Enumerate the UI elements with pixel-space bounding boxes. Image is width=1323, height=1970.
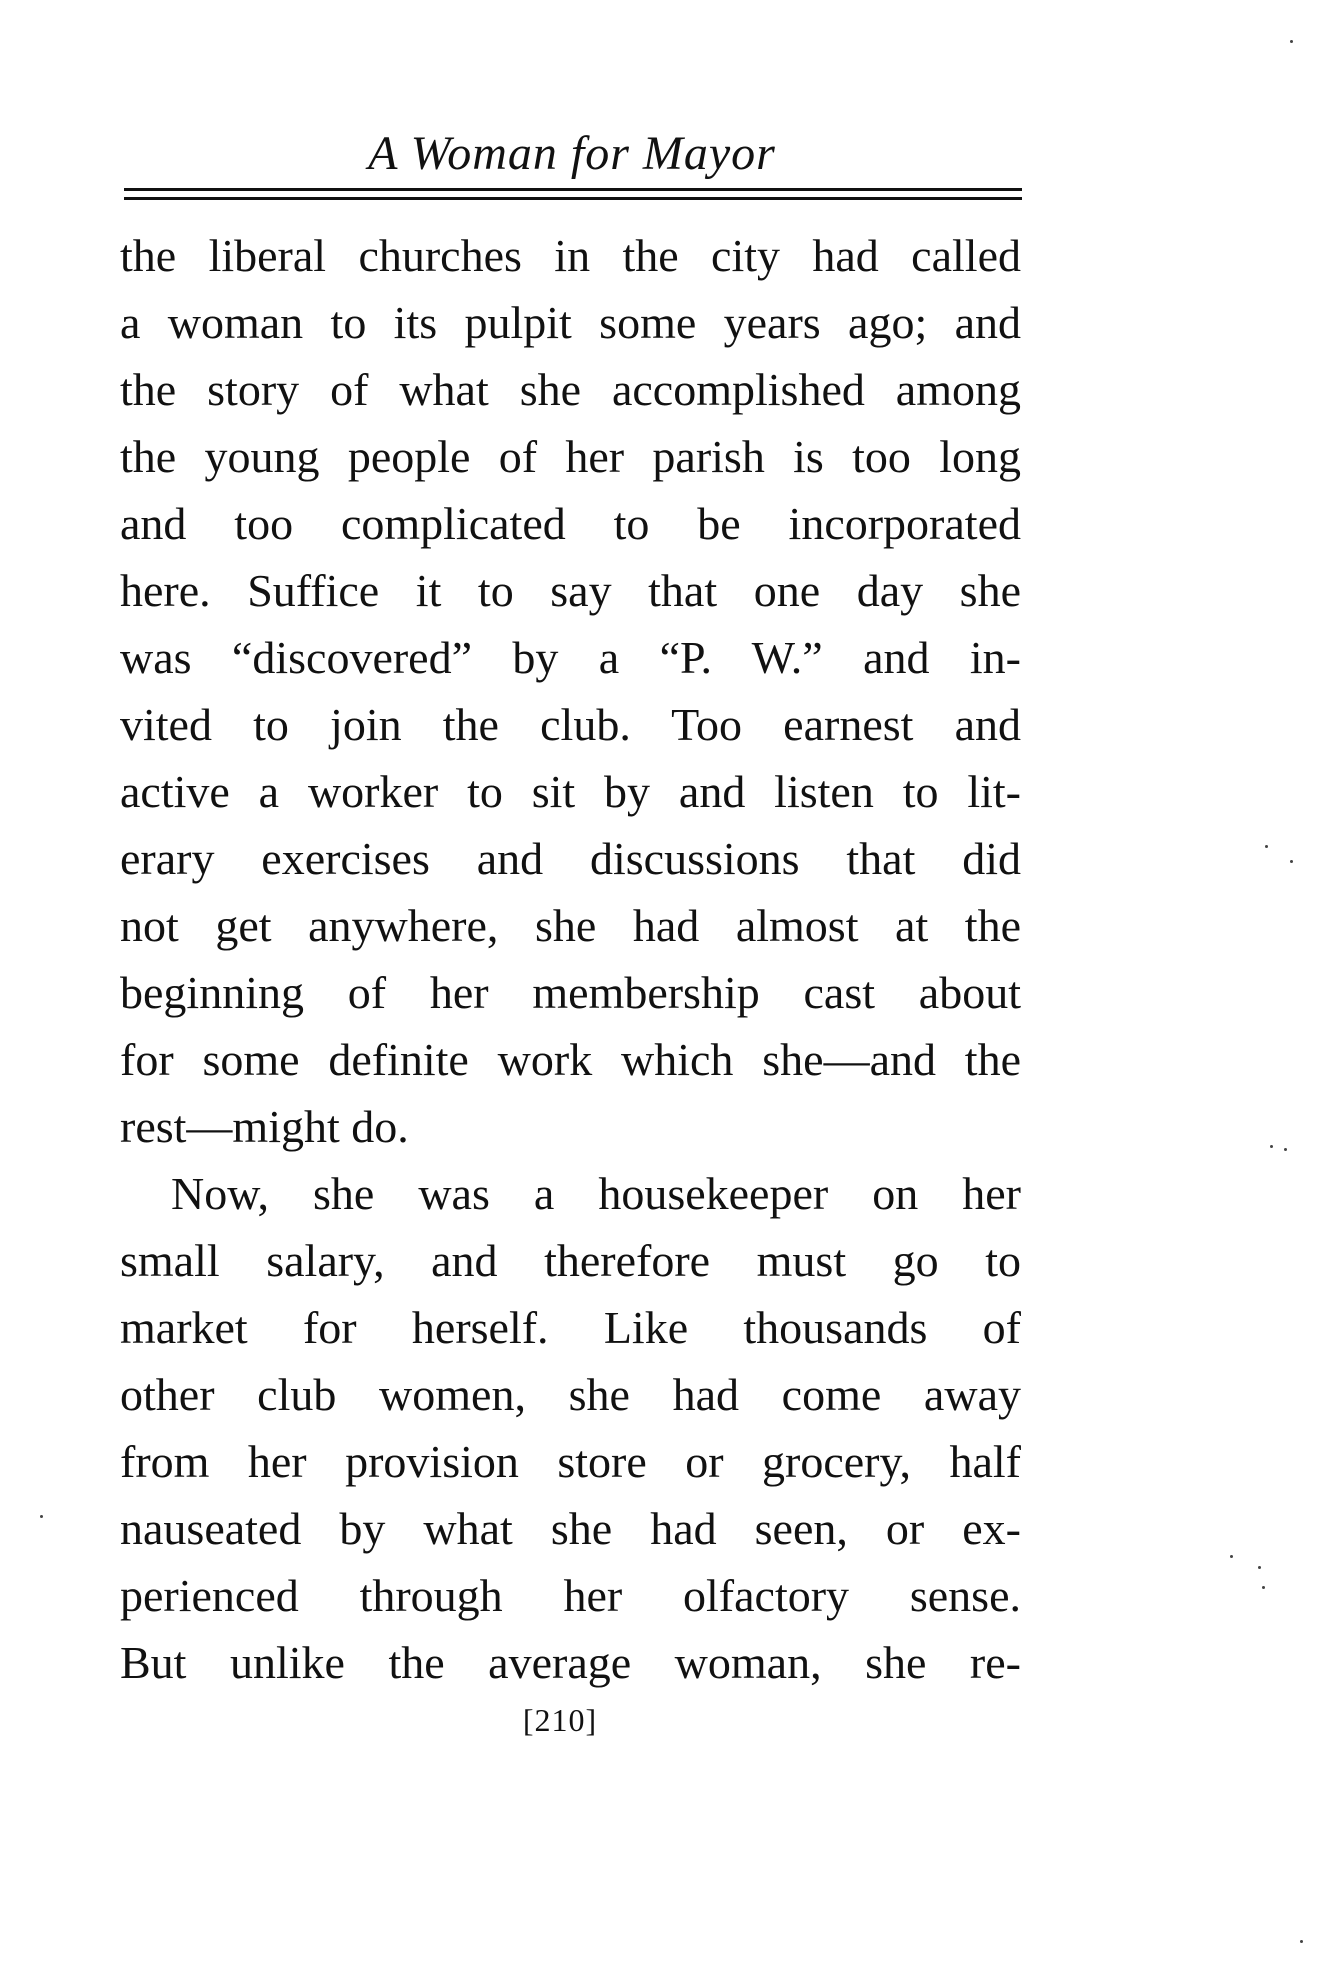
text-line: a woman to its pulpit some years ago; and	[120, 297, 1021, 348]
text-line: and too complicated to be incorporated	[120, 498, 1021, 549]
text-line: not get anywhere, she had almost at the	[120, 900, 1021, 951]
text-line: the liberal churches in the city had called	[120, 230, 1021, 281]
text-line: vited to join the club. Too earnest and	[120, 699, 1021, 750]
text-line: other club women, she had come away	[120, 1369, 1021, 1420]
scan-speck	[1258, 1566, 1261, 1569]
scan-speck	[1262, 1586, 1265, 1589]
scan-speck	[1284, 1148, 1287, 1151]
scan-speck	[1290, 40, 1293, 43]
text-line: erary exercises and discussions that did	[120, 833, 1021, 884]
text-line: perienced through her olfactory sense.	[120, 1570, 1021, 1621]
text-line: market for herself. Like thousands of	[120, 1302, 1021, 1353]
text-line: from her provision store or grocery, half	[120, 1436, 1021, 1487]
text-line: for some definite work which she—and the	[120, 1034, 1021, 1085]
scan-speck	[1265, 845, 1268, 848]
text-line: small salary, and therefore must go to	[120, 1235, 1021, 1286]
scan-speck	[1230, 1555, 1233, 1558]
text-line: active a worker to sit by and listen to lit-	[120, 766, 1021, 817]
scan-speck	[1290, 860, 1293, 863]
text-line: the story of what she accomplished among	[120, 364, 1021, 415]
text-line: the young people of her parish is too long	[120, 431, 1021, 482]
text-line: nauseated by what she had seen, or ex-	[120, 1503, 1021, 1554]
page-number: [210]	[522, 1702, 598, 1738]
paragraph-first-line: Now, she was a housekeeper on her	[171, 1168, 1021, 1219]
paragraph-last-line: rest—might do.	[120, 1101, 409, 1152]
text-line: beginning of her membership cast about	[120, 967, 1021, 1018]
running-head-title: A Woman for Mayor	[368, 127, 776, 180]
scan-speck	[40, 1515, 43, 1518]
scan-speck	[1270, 1145, 1273, 1148]
scan-speck	[1300, 1940, 1303, 1943]
text-line: was “discovered” by a “P. W.” and in-	[120, 632, 1021, 683]
header-rule-upper	[124, 188, 1022, 191]
header-rule-lower	[124, 197, 1022, 200]
text-line: But unlike the average woman, she re-	[120, 1637, 1021, 1688]
text-line: here. Suffice it to say that one day she	[120, 565, 1021, 616]
